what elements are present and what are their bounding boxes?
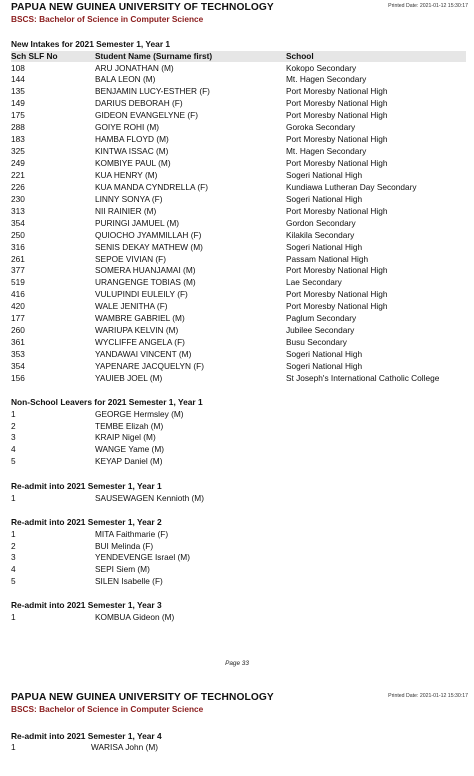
cell-school: Paglum Secondary: [286, 313, 357, 324]
cell-student-name: WAMBRE GABRIEL (M): [95, 313, 185, 324]
table-row: [11, 62, 466, 74]
cell-student-name: HAMBA FLOYD (M): [95, 134, 169, 145]
cell-number: 377: [11, 265, 25, 276]
non-school-leavers-title: Non-School Leavers for 2021 Semester 1, Year 1: [11, 397, 203, 407]
cell-student-name: SEPOE VIVIAN (F): [95, 253, 166, 264]
cell-number: 1: [11, 612, 16, 622]
cell-school: Kokopo Secondary: [286, 62, 357, 73]
cell-student-name: SAUSEWAGEN Kennioth (M): [95, 493, 204, 503]
printed-date-2: Printed Date: 2021-01-12 15:30:17: [388, 693, 468, 699]
cell-number: 5: [11, 455, 16, 466]
table-row: [11, 217, 466, 229]
cell-number: 316: [11, 241, 25, 252]
cell-number: 4: [11, 444, 16, 455]
cell-student-name: KINTWA ISSAC (M): [95, 146, 169, 157]
cell-school: Port Moresby National High: [286, 110, 388, 121]
printed-date: Printed Date: 2021-01-12 15:30:17: [388, 3, 468, 9]
cell-number: 149: [11, 98, 25, 109]
cell-number: 221: [11, 169, 25, 180]
cell-number: 420: [11, 301, 25, 312]
cell-student-name: BUI Melinda (F): [95, 540, 154, 551]
cell-student-name: YANDAWAI VINCENT (M): [95, 349, 192, 360]
cell-student-name: YAPENARE JACQUELYN (F): [95, 361, 204, 371]
cell-number: 108: [11, 62, 25, 73]
cell-number: 135: [11, 86, 25, 97]
column-header-name: Student Name (Surname first): [95, 51, 213, 61]
cell-student-name: GEORGE Hermsley (M): [95, 409, 184, 419]
column-header-school: School: [286, 51, 314, 61]
cell-number: 313: [11, 205, 25, 216]
cell-student-name: URANGENGE TOBIAS (M): [95, 277, 196, 288]
cell-student-name: TEMBE Elizah (M): [95, 420, 164, 431]
cell-student-name: SILEN Isabelle (F): [95, 575, 163, 586]
cell-school: Port Moresby National High: [286, 86, 388, 97]
cell-number: 4: [11, 564, 16, 575]
new-intakes-table-header: [11, 51, 466, 62]
cell-number: 226: [11, 181, 25, 192]
cell-student-name: GOIYE ROHI (M): [95, 122, 160, 133]
cell-number: 2: [11, 420, 16, 431]
cell-student-name: SENIS DEKAY MATHEW (M): [95, 241, 203, 252]
page-number: Page 33: [225, 660, 249, 667]
cell-student-name: NII RAINIER (M): [95, 205, 157, 216]
cell-school: Kilakila Secondary: [286, 229, 355, 240]
cell-student-name: VULUPINDI EULEILY (F): [95, 289, 188, 300]
cell-school: Port Moresby National High: [286, 205, 388, 216]
university-title: PAPUA NEW GUINEA UNIVERSITY OF TECHNOLOGY: [11, 2, 274, 13]
list-item: [11, 528, 466, 540]
cell-student-name: KUA MANDA CYNDRELLA (F): [95, 181, 208, 192]
cell-student-name: SEPI Siem (M): [95, 564, 150, 575]
cell-school: Gordon Secondary: [286, 217, 356, 228]
list-item: [11, 540, 466, 552]
column-header-slf: Sch SLF No: [11, 51, 58, 61]
table-row: [11, 145, 466, 157]
readmit-year4-title: Re-admit into 2021 Semester 1, Year 4: [11, 731, 162, 741]
cell-number: 250: [11, 229, 25, 240]
table-row: [11, 85, 466, 97]
cell-student-name: DARIUS DEBORAH (F): [95, 98, 183, 109]
cell-student-name: KRAIP Nigel (M): [95, 432, 156, 443]
cell-school: Kundiawa Lutheran Day Secondary: [286, 181, 417, 192]
cell-number: 519: [11, 277, 25, 288]
cell-school: Sogeri National High: [286, 361, 363, 371]
list-item: [11, 492, 466, 504]
cell-student-name: YAUIEB JOEL (M): [95, 372, 163, 383]
list-item: [11, 420, 466, 432]
table-row: [11, 229, 466, 241]
cell-student-name: KUA HENRY (M): [95, 169, 158, 180]
cell-number: 2: [11, 540, 16, 551]
cell-student-name: BENJAMIN LUCY-ESTHER (F): [95, 86, 210, 97]
cell-number: 1: [11, 742, 16, 752]
table-row: [11, 300, 466, 312]
table-row: [11, 181, 466, 193]
cell-number: 1: [11, 529, 16, 539]
cell-school: Sogeri National High: [286, 349, 363, 360]
table-row: [11, 205, 466, 217]
cell-student-name: SOMERA HUANJAMAI (M): [95, 265, 196, 276]
table-row: [11, 312, 466, 324]
cell-student-name: YENDEVENGE Israel (M): [95, 552, 190, 563]
table-row: [11, 276, 466, 288]
cell-number: 175: [11, 110, 25, 121]
cell-school: Port Moresby National High: [286, 134, 388, 145]
cell-student-name: PURINGI JAMUEL (M): [95, 217, 180, 228]
cell-number: 1: [11, 493, 16, 503]
cell-student-name: KEYAP Daniel (M): [95, 455, 163, 466]
cell-number: 261: [11, 253, 25, 264]
table-row: [11, 157, 466, 169]
cell-student-name: QUIOCHO JYAMMILLAH (F): [95, 229, 202, 240]
cell-student-name: MITA Faithmarie (F): [95, 529, 169, 539]
cell-school: Port Moresby National High: [286, 301, 388, 312]
cell-school: Port Moresby National High: [286, 289, 388, 300]
table-row: [11, 336, 466, 348]
cell-number: 3: [11, 432, 16, 443]
cell-student-name: BALA LEON (M): [95, 74, 156, 85]
cell-number: 249: [11, 158, 25, 169]
table-row: [11, 73, 466, 85]
program-title: BSCS: Bachelor of Science in Computer Science: [11, 14, 204, 24]
list-item: [11, 563, 466, 575]
table-row: [11, 241, 466, 253]
cell-number: 3: [11, 552, 16, 563]
table-row: [11, 169, 466, 181]
cell-student-name: WYCLIFFE ANGELA (F): [95, 337, 185, 348]
cell-school: Jubilee Secondary: [286, 325, 355, 336]
table-row: [11, 253, 466, 265]
cell-student-name: KOMBIYE PAUL (M): [95, 158, 171, 169]
cell-student-name: KOMBUA Gideon (M): [95, 612, 175, 622]
list-item: [11, 575, 466, 587]
cell-school: Port Moresby National High: [286, 158, 388, 169]
table-row: [11, 264, 466, 276]
cell-number: 183: [11, 134, 25, 145]
cell-number: 416: [11, 289, 25, 300]
list-item: [11, 455, 466, 467]
cell-number: 325: [11, 146, 25, 157]
table-row: [11, 97, 466, 109]
cell-school: Port Moresby National High: [286, 265, 388, 276]
cell-school: Mt. Hagen Secondary: [286, 74, 367, 85]
cell-number: 354: [11, 217, 25, 228]
cell-number: 353: [11, 349, 25, 360]
cell-school: Mt. Hagen Secondary: [286, 146, 367, 157]
table-row: [11, 360, 466, 372]
page-header-2: [11, 692, 471, 715]
cell-school: St Joseph's International Catholic College: [286, 372, 440, 383]
cell-school: Goroka Secondary: [286, 122, 356, 133]
cell-school: Busu Secondary: [286, 337, 347, 348]
list-item: [11, 741, 466, 753]
table-row: [11, 348, 466, 360]
cell-number: 156: [11, 372, 25, 383]
table-row: [11, 288, 466, 300]
cell-number: 5: [11, 575, 16, 586]
university-title-2: PAPUA NEW GUINEA UNIVERSITY OF TECHNOLOGY: [11, 692, 274, 703]
cell-student-name: WANGE Yame (M): [95, 444, 164, 455]
table-row: [11, 133, 466, 145]
cell-number: 361: [11, 337, 25, 348]
table-row: [11, 109, 466, 121]
cell-student-name: WARIUPA KELVIN (M): [95, 325, 179, 336]
cell-school: Sogeri National High: [286, 169, 363, 180]
list-item: [11, 431, 466, 443]
table-row: [11, 193, 466, 205]
table-row: [11, 324, 466, 336]
cell-student-name: ARU JONATHAN (M): [95, 62, 174, 73]
table-row: [11, 372, 466, 384]
readmit-year2-title: Re-admit into 2021 Semester 1, Year 2: [11, 517, 162, 527]
cell-school: Sogeri National High: [286, 241, 363, 252]
cell-number: 177: [11, 313, 25, 324]
cell-school: Passam National High: [286, 253, 369, 264]
readmit-year3-title: Re-admit into 2021 Semester 1, Year 3: [11, 600, 162, 610]
list-item: [11, 443, 466, 455]
program-title-2: BSCS: Bachelor of Science in Computer Science: [11, 704, 204, 714]
new-intakes-title: New Intakes for 2021 Semester 1, Year 1: [11, 39, 171, 49]
page-header: [11, 2, 471, 25]
list-item: [11, 551, 466, 563]
cell-student-name: LINNY SONYA (F): [95, 193, 163, 204]
table-row: [11, 121, 466, 133]
cell-number: 1: [11, 409, 16, 419]
cell-number: 288: [11, 122, 25, 133]
cell-number: 260: [11, 325, 25, 336]
cell-number: 230: [11, 193, 25, 204]
cell-student-name: GIDEON EVANGELYNE (F): [95, 110, 198, 121]
cell-school: Port Moresby National High: [286, 98, 388, 109]
cell-number: 144: [11, 74, 25, 85]
list-item: [11, 611, 466, 623]
cell-number: 354: [11, 361, 25, 371]
cell-student-name: WARISA John (M): [91, 742, 159, 752]
readmit-year1-title: Re-admit into 2021 Semester 1, Year 1: [11, 481, 162, 491]
cell-student-name: WALE JENITHA (F): [95, 301, 168, 312]
cell-school: Lae Secondary: [286, 277, 342, 288]
list-item: [11, 408, 466, 420]
cell-school: Sogeri National High: [286, 193, 363, 204]
